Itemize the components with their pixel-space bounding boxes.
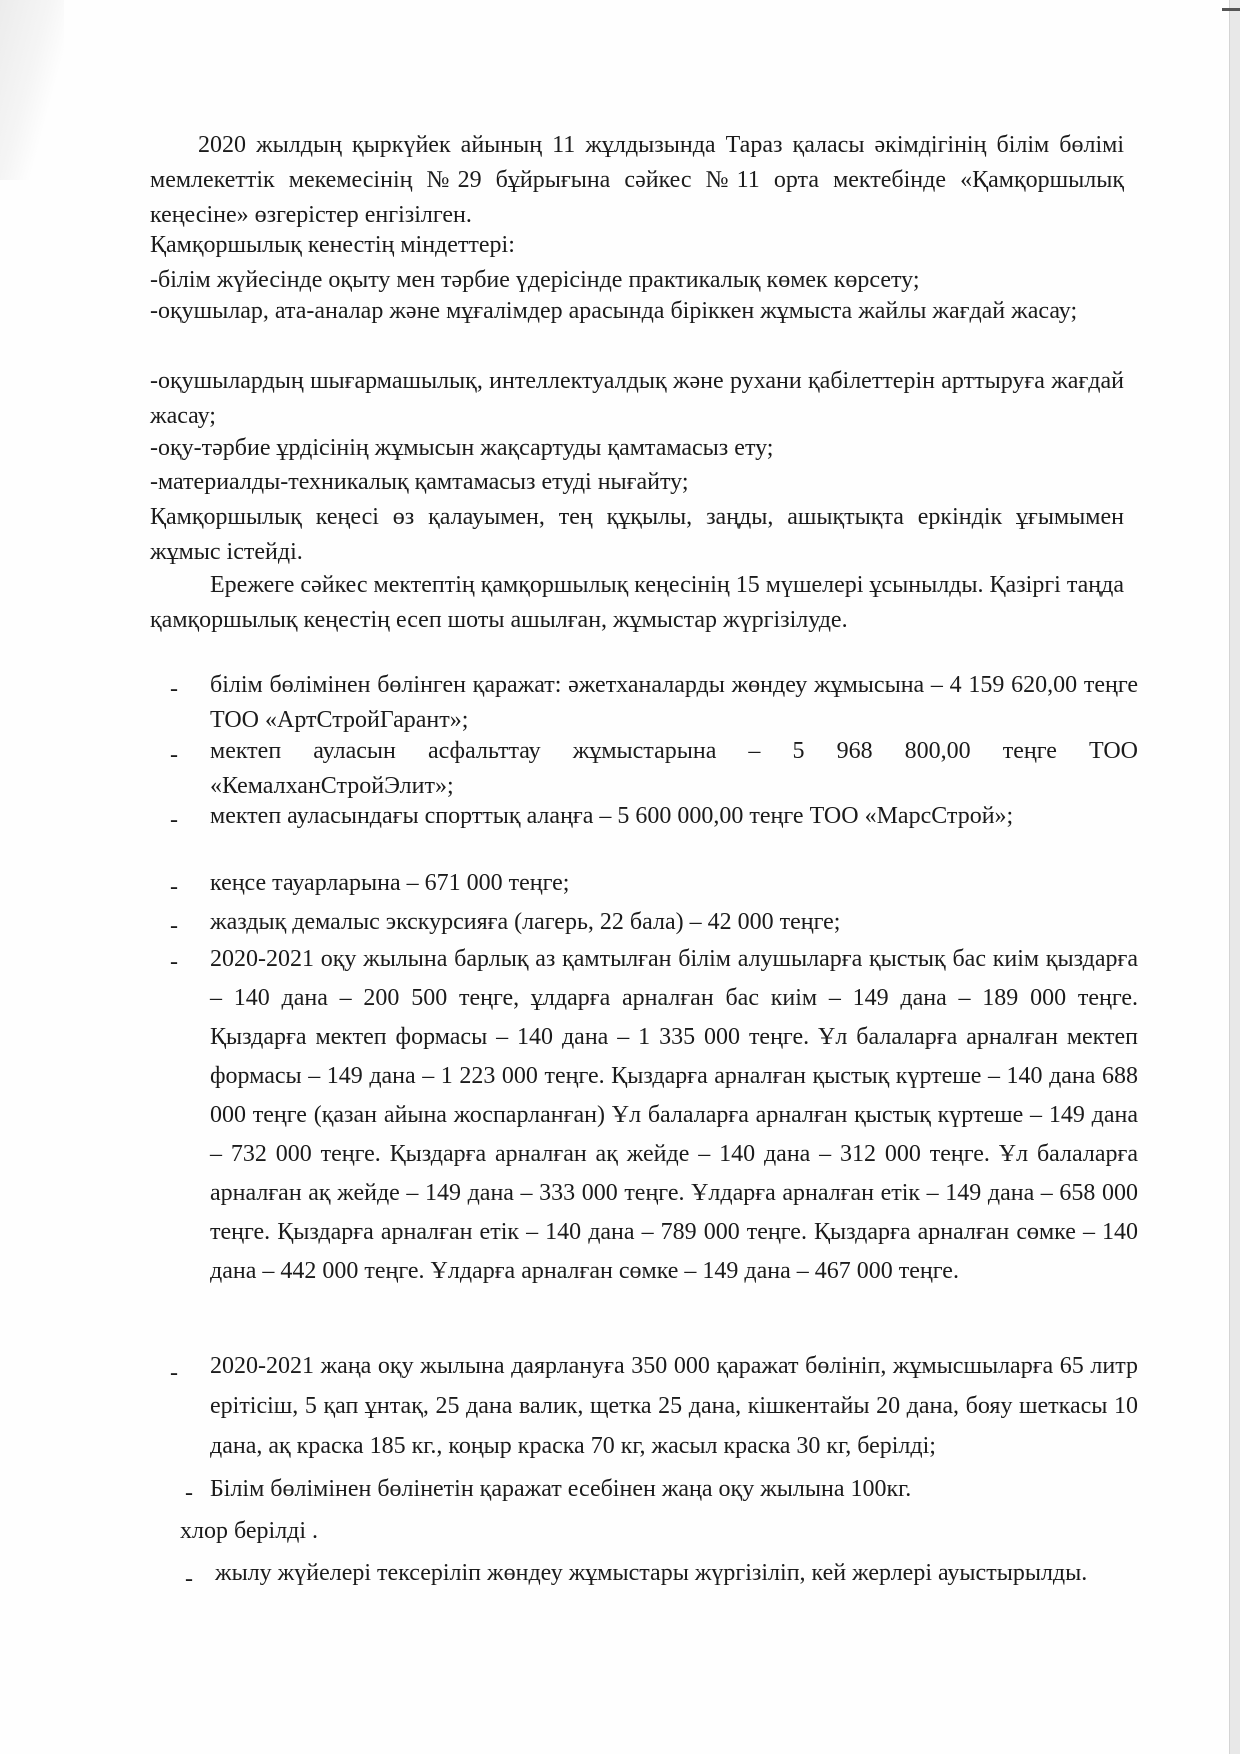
bullet-dash: - xyxy=(185,1566,193,1592)
list-item: 2020-2021 жаңа оқу жылына даярлануға 350 000 қаражат бөлініп, жұмысшыларға 65 литр ерітісіш, 5 қап ұнтақ, 25 дана валик, щетка 25 дана, кішкентайы 20 дана, бояу шеткасы 10 дана, ақ краска 185 кг., коңыр краска 70 кг, жасыл краска 30 кг, берілді; xyxy=(210,1353,1138,1459)
list-item-continuation: хлор берілді . xyxy=(180,1518,319,1544)
bullet-dash: - xyxy=(170,742,178,768)
bullet-dash: - xyxy=(170,913,178,939)
list-item: жылу жүйелері тексеріліп жөндеу жұмыстары жүргізіліп, кей жерлері ауыстырылды. xyxy=(215,1560,1088,1586)
bullet-dash: - xyxy=(170,949,178,975)
page-edge-mark xyxy=(1222,8,1240,11)
list-item: 2020-2021 оқу жылына барлық аз қамтылған білім алушыларға қыстық бас киім қыздарға – 140 дана – 200 500 теңге, ұлдарға арналған бас киім – 149 дана – 189 000 теңге. Қыздарға мектеп формасы – 140 дана – 1 335 000 теңге. Ұл балаларға арналған мектеп формасы – 149 дана – 1 223 000 теңге. Қыздарға арналған қыстық күртеше – 140 дана 688 000 теңге (қазан айына жоспарланған) Ұл балаларға арналған қыстық күртеше – 149 дана – 732 000 теңге. Қыздарға арналған ақ жейде – 140 дана – 312 000 теңге. Ұл балаларға арналған ақ жейде – 149 дана – 333 000 теңге. Ұлдарға арналған етік – 149 дана – 658 000 теңге. Қыздарға арналған етік – 140 дана – 789 000 теңге. Қыздарға арналған сөмке – 140 дана – 442 000 теңге. Ұлдарға арналған сөмке – 149 дана – 467 000 теңге. xyxy=(210,946,1138,1284)
members-paragraph: Ережеге сәйкес мектептің қамқоршылық кеңесінің 15 мүшелері ұсынылды. Қазіргі таңда қамқоршылық кеңестің есеп шоты ашылған, жұмыстар жүргізілуде. xyxy=(150,572,1124,633)
duty-item: -оқушылар, ата-аналар және мұғалімдер арасында біріккен жұмыста жайлы жағдай жасау; xyxy=(150,298,1078,324)
intro-paragraph: 2020 жылдың қыркүйек айының 11 жұлдызында Тараз қаласы әкімдігінің білім бөлімі мемлекеттік мекемесінің №29 бұйрығына сәйкес №11 орта мектебінде «Қамқоршылық кеңесіне» өзгерістер енгізілген. xyxy=(150,132,1124,228)
list-item: жаздық демалыс экскурсияға (лагерь, 22 бала) – 42 000 теңге; xyxy=(210,909,841,935)
bullet-dash: - xyxy=(170,676,178,702)
list-item: білім бөлімінен бөлінген қаражат: әжетханаларды жөндеу жұмысына – 4 159 620,00 теңге ТОО «АртСтройГарант»; xyxy=(210,672,1138,733)
duty-item: -оқу-тәрбие ұрдісінің жұмысын жақсартуды қамтамасыз ету; xyxy=(150,435,774,461)
list-item: Білім бөлімінен бөлінетін қаражат есебінен жаңа оқу жылына 100кг. xyxy=(210,1476,912,1502)
bullet-dash: - xyxy=(185,1480,193,1506)
bullet-dash: - xyxy=(170,874,178,900)
list-item: кеңсе тауарларына – 671 000 теңге; xyxy=(210,870,570,896)
duty-item: -білім жүйесінде оқыту мен тәрбие үдерісінде практикалық көмек көрсету; xyxy=(150,267,920,293)
bullet-dash: - xyxy=(170,1360,178,1386)
duty-item: -материалды-техникалық қамтамасыз етуді нығайту; xyxy=(150,469,689,495)
bullet-dash: - xyxy=(170,807,178,833)
list-item: мектеп ауласындағы спорттық алаңға – 5 600 000,00 теңге ТОО «МарсСтрой»; xyxy=(210,803,1014,829)
page-right-edge xyxy=(1229,0,1240,1754)
list-item: мектеп ауласын асфальттау жұмыстарына – 5 968 800,00 теңге ТОО «КемалханСтройЭлит»; xyxy=(210,738,1138,799)
duty-item: -оқушылардың шығармашылық, интеллектуалдық және рухани қабілеттерін арттыруға жағдай жасау; xyxy=(150,368,1124,429)
page-corner-shadow xyxy=(0,0,64,180)
duties-heading: Қамқоршылық кенестің міндеттері: xyxy=(150,232,515,258)
principles-paragraph: Қамқоршылық кеңесі өз қалауымен, тең құқылы, заңды, ашықтықта еркіндік ұғымымен жұмыс істейді. xyxy=(150,504,1124,565)
